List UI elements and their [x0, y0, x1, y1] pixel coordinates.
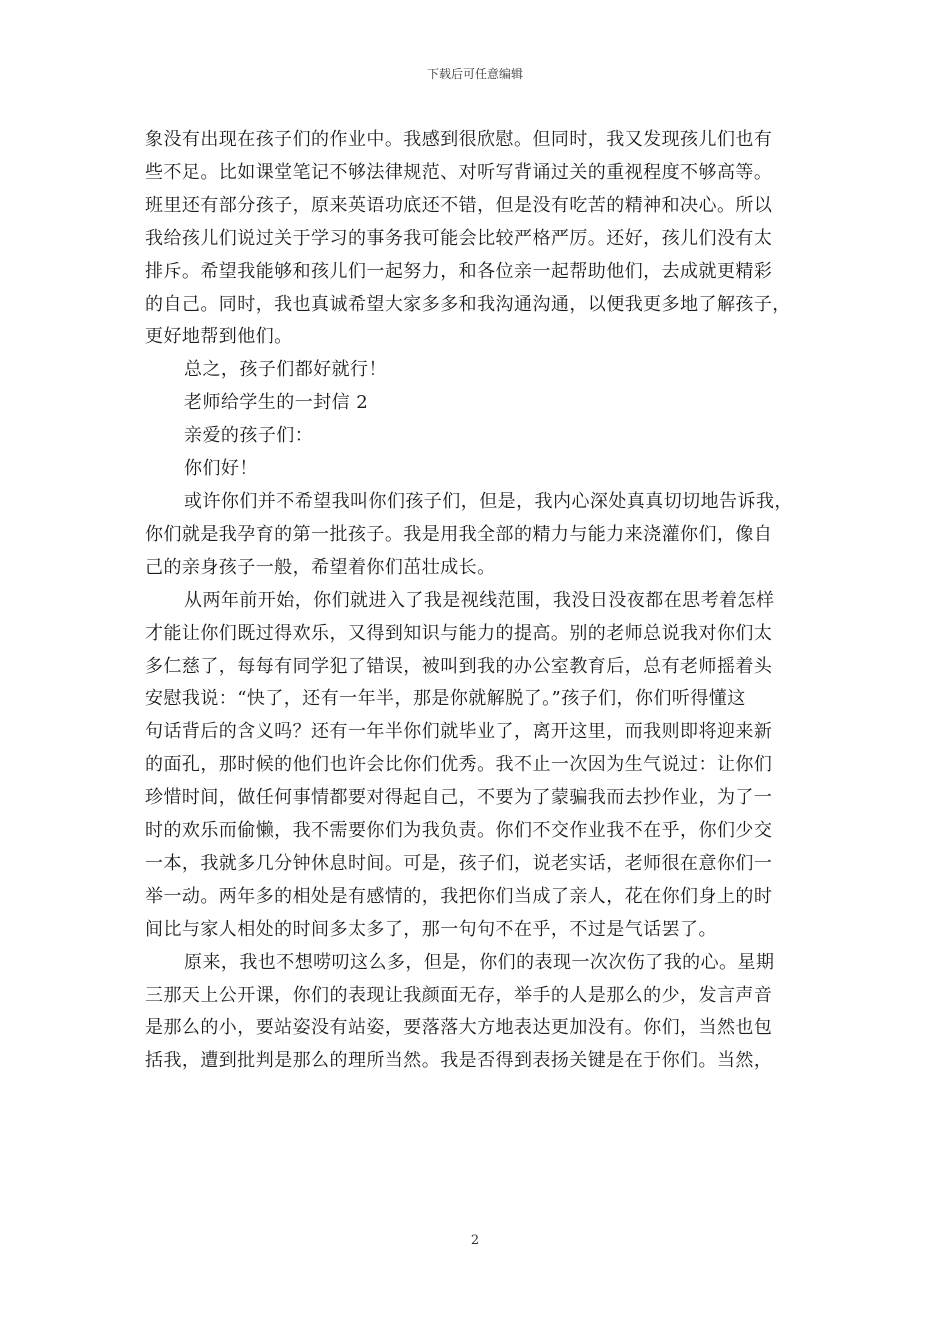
- paragraph: [145, 486, 809, 585]
- line-text: 括我，遭到批判是那么的理所当然。我是否得到表扬关键是在于你们。当然，: [145, 1050, 773, 1072]
- document-body: [145, 124, 809, 1078]
- line-text: 原来，我也不想唠叨这么多，但是，你们的表现一次次伤了我的心。星期: [184, 951, 775, 973]
- line-text: 一本，我就多几分钟休息时间。可是，孩子们，说老实话，老师很在意你们一: [145, 852, 773, 874]
- line-text: 或许你们并不希望我叫你们孩子们，但是，我内心深处真真切切地告诉我，: [184, 490, 793, 512]
- line-text: 多仁慈了，每每有同学犯了错误，被叫到我的办公室教育后，总有老师摇着头: [145, 655, 773, 677]
- text-line: [145, 848, 809, 881]
- line-text: 班里还有部分孩子，原来英语功底还不错，但是没有吃苦的精神和决心。所以: [145, 194, 773, 216]
- line-text: 排斥。希望我能够和孩儿们一起努力，和各位亲一起帮助他们，去成就更精彩: [145, 260, 773, 282]
- text-line: [145, 914, 809, 947]
- text-line: [145, 519, 809, 552]
- text-line: [145, 552, 809, 585]
- text-line: [145, 387, 809, 420]
- text-line: [145, 486, 809, 519]
- line-text: 是那么的小，要站姿没有站姿，要落落大方地表达更加没有。你们，当然也包: [145, 1017, 773, 1039]
- paragraph: [145, 387, 809, 420]
- line-text: 的面孔，那时候的他们也许会比你们优秀。我不止一次因为生气说过：让你们: [145, 754, 773, 776]
- page-header: 下载后可任意编辑: [426, 67, 523, 81]
- line-text: 更好地帮到他们。: [145, 326, 293, 348]
- line-text: 象没有出现在孩子们的作业中。我感到很欣慰。但同时，我又发现孩儿们也有: [145, 129, 773, 150]
- text-line: [145, 354, 809, 387]
- paragraph: [145, 124, 809, 354]
- line-text: 你们好！: [184, 458, 258, 480]
- line-text: 珍惜时间，做任何事情都要对得起自己，不要为了蒙骗我而去抄作业，为了一: [145, 787, 773, 809]
- text-line: [145, 1045, 809, 1078]
- line-text: 你们就是我孕育的第一批孩子。我是用我全部的精力与能力来浇灌你们，像自: [145, 523, 773, 545]
- text-line: [145, 321, 809, 354]
- text-line: [145, 716, 809, 749]
- line-text: 时的欢乐而偷懒，我不需要你们为我负责。你们不交作业我不在乎，你们少交: [145, 820, 773, 842]
- paragraph: [145, 585, 809, 947]
- line-text: 三那天上公开课，你们的表现让我颜面无存，举手的人是那么的少，发言声音: [145, 984, 773, 1006]
- page-number: 2: [470, 1233, 480, 1248]
- text-line: [145, 453, 809, 486]
- line-text: 亲爱的孩子们：: [184, 425, 314, 447]
- text-line: [145, 157, 809, 190]
- text-line: [145, 124, 809, 157]
- text-line: [145, 190, 809, 223]
- line-text: 的自己。同时，我也真诚希望大家多多和我沟通沟通，以便我更多地了解孩子，: [145, 293, 791, 315]
- text-line: [145, 782, 809, 815]
- line-text: 总之，孩子们都好就行！: [184, 359, 387, 381]
- text-line: [145, 1012, 809, 1045]
- text-line: [145, 947, 809, 980]
- text-line: [145, 683, 809, 716]
- text-line: [145, 420, 809, 453]
- text-line: [145, 651, 809, 684]
- text-line: [145, 618, 809, 651]
- line-text: 间比与家人相处的时间多太多了，那一句句不在乎，不过是气话罢了。: [145, 918, 717, 940]
- text-line: [145, 289, 809, 322]
- line-text: 举一动。两年多的相处是有感情的，我把你们当成了亲人，花在你们身上的时: [145, 885, 773, 907]
- paragraph: [145, 453, 809, 486]
- line-text: 己的亲身孩子一般，希望着你们茁壮成长。: [145, 556, 496, 578]
- paragraph: [145, 947, 809, 1079]
- line-text: 老师给学生的一封信 2: [184, 392, 369, 414]
- line-text: 些不足。比如课堂笔记不够法律规范、对听写背诵过关的重视程度不够高等。: [145, 161, 773, 183]
- text-line: [145, 749, 809, 782]
- paragraph: [145, 420, 809, 453]
- text-line: [145, 585, 809, 618]
- paragraph: [145, 354, 809, 387]
- line-text: 安慰我说：“快了，还有一年半，那是你就解脱了。”孩子们，你们听得懂这: [145, 688, 746, 710]
- line-text: 句话背后的含义吗？还有一年半你们就毕业了，离开这里，而我则即将迎来新: [145, 721, 773, 743]
- text-line: [145, 815, 809, 848]
- text-line: [145, 256, 809, 289]
- text-line: [145, 223, 809, 256]
- line-text: 从两年前开始，你们就进入了我是视线范围，我没日没夜都在思考着怎样: [184, 589, 775, 611]
- text-line: [145, 980, 809, 1013]
- line-text: 我给孩儿们说过关于学习的事务我可能会比较严格严厉。还好，孩儿们没有太: [145, 227, 773, 249]
- line-text: 才能让你们既过得欢乐，又得到知识与能力的提高。别的老师总说我对你们太: [145, 622, 773, 644]
- text-line: [145, 881, 809, 914]
